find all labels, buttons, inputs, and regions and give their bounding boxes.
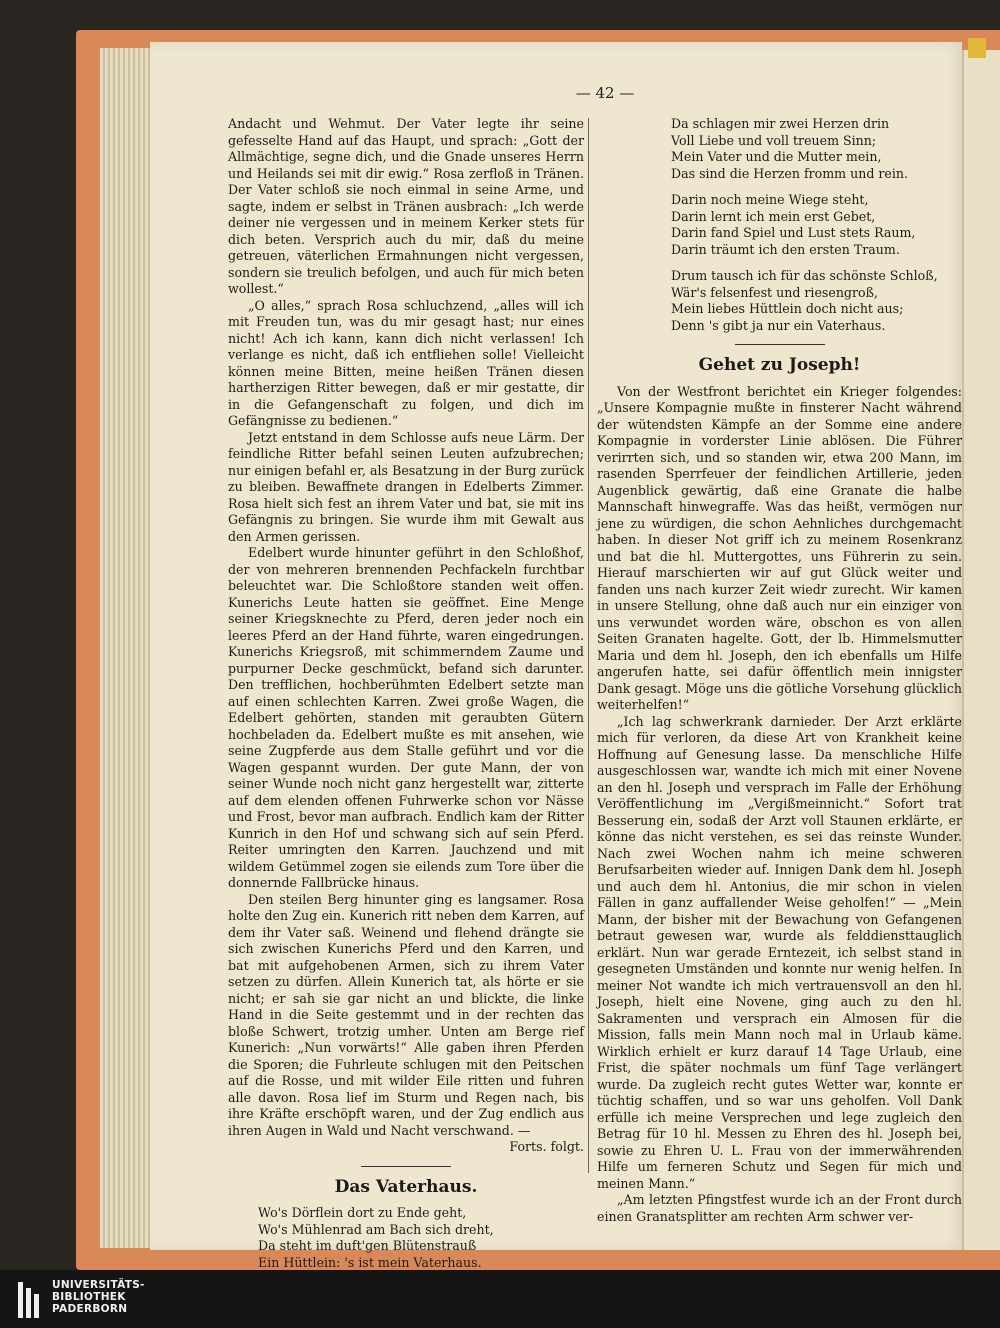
paragraph: „O alles,“ sprach Rosa schluchzend, „alles will ich mit Freuden tun, was du mir gesagt hast; nur eines nicht! Ach ich kann, kann dich nicht verlassen! Ich verlange es nicht, daß ich entfliehen solle! Vielleicht können meine Bitten, meine heißen Tränen diesen hartherzigen Ritter bewegen, daß er mir gestatte, dir in die Gefangenschaft zu folgen, und dich im Gefängnisse zu bedienen.“ [228, 297, 584, 428]
poem-line: Voll Liebe und voll treuem Sinn; [671, 132, 877, 148]
left-column [228, 116, 584, 1271]
poem-stanza-4 [671, 268, 962, 334]
next-page-edge [962, 50, 1000, 1250]
logo-line: UNIVERSITÄTS- [52, 1279, 145, 1291]
poem-line: Wär's felsenfest und riesengroß, [671, 284, 879, 300]
poem-line: Darin noch meine Wiege steht, [671, 192, 869, 207]
section-rule [361, 1166, 451, 1167]
paragraph: Edelbert wurde hinunter geführt in den Schloßhof, der von mehreren brennenden Pechfackeln furchtbar beleuchtet war. Die Schloßtore standen weit offen. Kunerichs Leute hatten sie geöffnet. Eine Menge seiner Kriegsknechte zu Pferd, deren jeder noch ein leeres Pferd an der Hand führte, waren eingedrungen. Kunerichs Kriegsroß, mit schimmerndem Zaume und purpurner Decke geschmückt, befand sich darunter. Den trefflichen, hochberühmten Edelbert setzte man auf einen schlechten Karren. Zwei große Wagen, die Edelbert gehörten, standen mit geraubten Gütern hochbeladen da. Edelbert mußte es mit ansehen, wie seine Zugpferde aus dem Stalle geführt und vor die Wagen gespannt wurden. Der gute Mann, der von seiner Wunde noch nicht ganz hergestellt war, zitterte auf dem elenden offenen Fuhrwerke schon vor Nässe und Frost, bevor man aufbrach. Endlich kam der Ritter Kunrich in den Hof und schwang sich auf sein Pferd. Reiter umringten den Karren. Jauchzend und mit wildem Getümmel zogen sie eilends zum Tore über die donnernde Fallbrücke hinaus. [228, 545, 584, 890]
poem-line: Mein liebes Hüttlein doch nicht aus; [671, 301, 904, 316]
poem-line: Denn 's gibt ja nur ein Vaterhaus. [671, 317, 886, 333]
poem-line: Da steht im duft'gen Blütenstrauß [258, 1238, 477, 1253]
poem-line: Mein Vater und die Mutter mein, [671, 149, 882, 164]
bookmark-ribbon [968, 38, 986, 58]
poem-stanza-1 [258, 1205, 584, 1271]
article-title: Gehet zu Joseph! [698, 355, 861, 375]
poem-stanza-3 [671, 192, 962, 258]
poem-line: Darin fand Spiel und Lust stets Raum, [671, 225, 916, 240]
poem-line: Das sind die Herzen fromm und rein. [671, 165, 908, 181]
paragraph: Den steilen Berg hinunter ging es langsamer. Rosa holte den Zug ein. Kunerich ritt neben dem Karren, auf dem ihr Vater saß. Weinend und flehend drängte sie sich zwischen Kunerichs Pferd und den Karren, und bat mit aufgehobenen Armen, sich zu ihrem Vater setzen zu dürfen. Allein Kunerich tat, als hörte er sie nicht; er sah sie gar nicht an und blickte, die linke Hand in die Seite gestemmt und in der rechten das bloße Schwert, trotzig umher. Unten am Berge rief Kunerich: „Nun vorwärts!“ Alle gaben ihren Pferden die Sporen; die Fuhrleute schlugen mit den Peitschen auf die Rosse, und mit wilder Eile ritten und fuhren alle davon. Rosa lief im Sturm und Regen nach, bis ihre Kräfte erschöpft waren, und der Zug endlich aus ihren Augen in Wald und Nacht verschwand. — [228, 891, 584, 1138]
column-divider [588, 118, 589, 1173]
poem-line: Wo's Mühlenrad am Bach sich dreht, [258, 1221, 494, 1237]
page-number: — 42 — [575, 84, 635, 102]
university-library-logo-icon [18, 1282, 44, 1318]
logo-line: PADERBORN [52, 1303, 128, 1315]
library-logo-text [52, 1279, 145, 1315]
poem-title: Das Vaterhaus. [334, 1176, 478, 1197]
right-column [597, 116, 962, 1225]
paragraph: Jetzt entstand in dem Schlosse aufs neue Lärm. Der feindliche Ritter befahl seinen Leuten aufzubrechen; nur einigen befahl er, als Besatzung in der Burg zurück zu bleiben. Bewaffnete drangen in Edelberts Zimmer. Rosa hielt sich fest an ihrem Vater und bat, sie mit ins Gefängnis zu bringen. Sie wurde ihm mit Gewalt aus den Armen gerissen. [228, 429, 584, 544]
section-rule [735, 344, 825, 345]
logo-line: BIBLIOTHEK [52, 1291, 126, 1303]
footer-bar [0, 1270, 1000, 1328]
poem-line: Da schlagen mir zwei Herzen drin [671, 116, 890, 131]
poem-line: Drum tausch ich für das schönste Schloß, [671, 268, 938, 283]
paragraph: Andacht und Wehmut. Der Vater legte ihr seine gefesselte Hand auf das Haupt, und sprach: „Gott der Allmächtige, segne dich, und die Gnade unseres Herrn und Heilands sei mit dir ewig.“ Rosa zerfloß in Tränen. Der Vater schloß sie noch einmal in seine Arme, und sagte, indem er selbst in Tränen ausbrach: „Ich werde deiner nie vergessen und in meinem Kerker stets für dich beten. Versprich auch du mir, daß du meine getreuen, väterlichen Ermahnungen nicht vergessen, sondern sie treulich befolgen, und auch für mich beten wollest.“ [228, 116, 584, 296]
paragraph: „Ich lag schwerkrank darnieder. Der Arzt erklärte mich für verloren, da diese Art von Krankheit keine Hoffnung auf Genesung lasse. Da menschliche Hilfe ausgeschlossen war, wandte ich mich mit einer Novene an den hl. Joseph und versprach im Falle der Erhöhung Veröffentlichung im „Vergißmeinnicht.“ Sofort trat Besserung ein, sodaß der Arzt voll Staunen erklärte, er könne das nicht verstehen, es sei das reinste Wunder. Nach zwei Wochen nahm ich meine schweren Berufsarbeiten wieder auf. Innigen Dank dem hl. Joseph und auch dem hl. Antonius, die mir schon in vielen Fällen in ganz auffallender Weise geholfen!“ — „Mein Mann, der bisher mit der Bewachung von Gefangenen betraut gewesen war, wurde als felddiensttauglich erklärt. Nun war gerade Erntezeit, ich selbst stand in gesegneten Umständen und konnte nur wenig helfen. In meiner Not wandte ich mich vertrauensvoll an den hl. Joseph, hielt eine Novene, ging auch zu den hl. Sakramenten und versprach ein Almosen für die Mission, falls mein Mann noch mal in Urlaub käme. Wirklich erhielt er kurz darauf 14 Tage Urlaub, eine Frist, die später nochmals um fünf Tage verlängert wurde. Da zugleich recht gutes Wetter war, konnte er tüchtig schaffen, und so war uns geholfen. Voll Dank erfülle ich meine Versprechen und lege zugleich den Betrag für 10 hl. Messen zu Ehren des hl. Joseph bei, sowie zu Ehren U. L. Frau von der immerwährenden Hilfe um ferneren Schutz und Segen für mich und meinen Mann.“ [597, 713, 962, 1191]
poem-stanza-2 [671, 116, 962, 182]
continuation-note: Forts. folgt. [509, 1139, 584, 1154]
poem-line: Wo's Dörflein dort zu Ende geht, [258, 1205, 467, 1220]
poem-line: Darin lernt ich mein erst Gebet, [671, 208, 876, 224]
paragraph: Von der Westfront berichtet ein Krieger folgendes: „Unsere Kompagnie mußte in finsterer Nacht während der wütendsten Kämpfe an der Somme eine andere Kompagnie in vorderster Linie ablösen. Die Führer verirrten sich, und so standen wir, etwa 200 Mann, im rasenden Sperrfeuer der feindlichen Artillerie, jeden Augenblick gewärtig, daß eine Granate die halbe Mannschaft hinwegraffe. Was das heißt, vermögen nur jene zu würdigen, die schon Aehnliches durchgemacht haben. In dieser Not griff ich zu meinem Rosenkranz und bat die hl. Muttergottes, uns Führerin zu sein. Hierauf marschierten wir auf gut Glück weiter und fanden uns nach kurzer Zeit wiedr zurecht. Wir kamen in unsere Stellung, ohne daß auch nur ein einziger von uns verwundet worden wäre, obschon es von allen Seiten Granaten hagelte. Gott, der lb. Himmelsmutter Maria und dem hl. Joseph, den ich ebenfalls um Hilfe angerufen hatte, sei dafür öffentlich mein innigster Dank gesagt. Möge uns die götliche Vorsehung glücklich weiterhelfen!“ [597, 383, 962, 712]
poem-line: Darin träumt ich den ersten Traum. [671, 241, 900, 257]
paragraph: „Am letzten Pfingstfest wurde ich an der Front durch einen Granatsplitter am rechten Arm schwer ver- [597, 1192, 962, 1224]
poem-line: Ein Hüttlein: 's ist mein Vaterhaus. [258, 1254, 482, 1270]
